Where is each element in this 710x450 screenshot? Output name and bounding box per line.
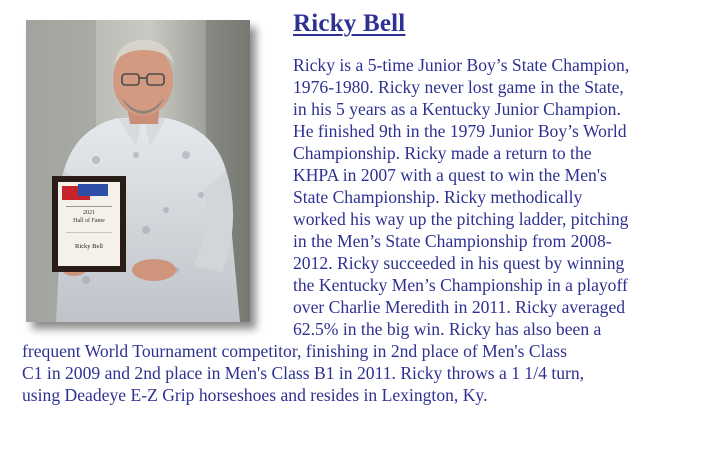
bio-line: the Kentucky Men’s Championship in a playoff [293,275,628,295]
bio-line: 2012. Ricky succeeded in his quest by winning [293,253,625,273]
plaque-year: 2021 [83,210,95,216]
profile-name-heading: Ricky Bell [293,10,406,37]
bio-line: 1976-1980. Ricky never lost game in the State, [293,77,624,97]
bio-line: using Deadeye E-Z Grip horseshoes and resides in Lexington, Ky. [22,385,488,405]
bio-line: Championship. Ricky made a return to the [293,143,592,163]
plaque-name: Ricky Bell [75,243,103,250]
bio-line: C1 in 2009 and 2nd place in Men's Class B1 in 2011. Ricky throws a 1 1/4 turn, [22,363,585,383]
bio-line: 62.5% in the big win. Ricky has also been a [293,319,602,339]
bio-line: in his 5 years as a Kentucky Junior Champion. [293,99,621,119]
bio-line: in the Men’s State Championship from 2008- [293,231,612,251]
bio-line: State Championship. Ricky methodically [293,187,583,207]
bio-line: over Charlie Meredith in 2011. Ricky averaged [293,297,626,317]
bio-line: worked his way up the pitching ladder, pitching [293,209,629,229]
bio-line: Ricky is a 5-time Junior Boy’s State Champion, [293,55,630,75]
bio-line: frequent World Tournament competitor, finishing in 2nd place of Men's Class [22,341,567,361]
bio-line: He finished 9th in the 1979 Junior Boy’s World [293,121,627,141]
plaque-title: Hall of Fame [73,218,105,224]
bio-line: KHPA in 2007 with a quest to win the Men's [293,165,607,185]
